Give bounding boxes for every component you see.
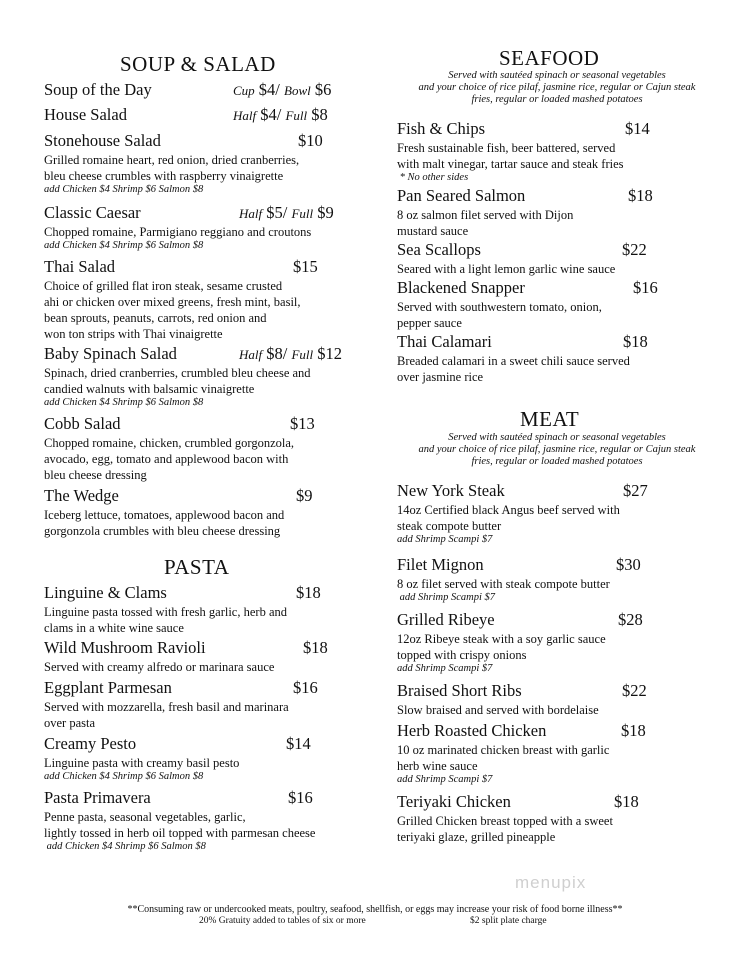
item-name: Teriyaki Chicken: [397, 792, 511, 811]
item-name: Classic Caesar: [44, 203, 141, 222]
item-description: with malt vinegar, tartar sauce and steak fries: [397, 157, 624, 171]
section-subtitle: [397, 70, 717, 106]
item-name: Eggplant Parmesan: [44, 678, 172, 697]
item-addon: add Shrimp Scampi $7: [397, 774, 493, 785]
menu-item-eggplant-parmesan: [44, 678, 344, 731]
menu-item-braised-short-ribs: [397, 681, 717, 718]
item-price: [233, 80, 331, 100]
item-addon: add Chicken $4 Shrimp $6 Salmon $8: [44, 771, 204, 782]
item-name: Herb Roasted Chicken: [397, 721, 547, 740]
menu-item-house-salad: [44, 105, 344, 125]
item-description: 8 oz salmon filet served with Dijon: [397, 208, 574, 222]
menu-item-herb-roasted-chicken: [397, 721, 717, 786]
item-description: topped with crispy onions: [397, 648, 527, 662]
item-price: $14: [625, 119, 650, 138]
item-description: mustard sauce: [397, 224, 469, 238]
footer-split-charge: $2 split plate charge: [470, 916, 547, 926]
price-size-label: Full: [291, 347, 314, 362]
menu-item-filet-mignon: [397, 555, 717, 604]
item-price: $28: [618, 610, 643, 629]
item-description: Chopped romaine, chicken, crumbled gorgonzola,: [44, 436, 295, 450]
item-price: $18: [628, 186, 653, 205]
section-title-pasta: PASTA: [164, 555, 230, 579]
item-name: Grilled Ribeye: [397, 610, 495, 629]
item-name: Wild Mushroom Ravioli: [44, 638, 206, 657]
item-description: herb wine sauce: [397, 759, 478, 773]
item-price: [239, 203, 334, 223]
item-description: 14oz Certified black Angus beef served with: [397, 503, 620, 517]
price-size-label: Bowl: [284, 83, 311, 98]
price-size-label: Full: [285, 108, 308, 123]
item-description: clams in a white wine sauce: [44, 621, 184, 635]
item-description: 12oz Ribeye steak with a soy garlic sauce: [397, 632, 606, 646]
subtitle-line: Served with sautéed spinach or seasonal vegetables: [448, 70, 666, 81]
menu-item-baby-spinach-salad: [44, 344, 354, 409]
menu-item-teriyaki-chicken: [397, 792, 717, 845]
item-name: Fish & Chips: [397, 119, 486, 138]
price-value: $12: [317, 344, 343, 363]
price-value: $6: [314, 80, 332, 99]
menu-item-cobb-salad: [44, 414, 344, 483]
menu-item-fish-chips: [397, 119, 717, 184]
subtitle-line: and your choice of rice pilaf, jasmine rice, regular or Cajun steak: [418, 82, 696, 93]
menu-item-sea-scallops: [397, 240, 717, 277]
menu-item-wild-mushroom-ravioli: [44, 638, 344, 675]
item-description: lightly tossed in herb oil topped with parmesan cheese: [44, 826, 316, 840]
section-subtitle: [397, 432, 717, 468]
item-price: $9: [296, 486, 313, 505]
item-description: gorgonzola crumbles with bleu cheese dressing: [44, 524, 281, 538]
menupix-watermark: menupix: [515, 873, 587, 892]
item-name: Cobb Salad: [44, 414, 121, 433]
item-name: Pan Seared Salmon: [397, 186, 526, 205]
item-addon: add Chicken $4 Shrimp $6 Salmon $8: [44, 841, 206, 852]
section-title-meat: MEAT: [520, 407, 580, 431]
item-description: Spinach, dried cranberries, crumbled bleu cheese and: [44, 366, 311, 380]
item-description: candied walnuts with balsamic vinaigrette: [44, 382, 255, 396]
item-description: Fresh sustainable fish, beer battered, served: [397, 141, 616, 155]
price-value: $4/: [260, 105, 282, 124]
item-name: Thai Salad: [44, 257, 116, 276]
item-description: Iceberg lettuce, tomatoes, applewood bacon and: [44, 508, 285, 522]
item-price: $18: [623, 332, 648, 351]
item-price: [239, 344, 342, 364]
item-description: Linguine pasta tossed with fresh garlic, herb and: [44, 605, 287, 619]
item-description: ahi or chicken over mixed greens, fresh mint, basil,: [44, 295, 301, 309]
item-price: $27: [623, 481, 648, 500]
item-name: Sea Scallops: [397, 240, 481, 259]
item-name: Baby Spinach Salad: [44, 344, 177, 363]
item-description: pepper sauce: [397, 316, 462, 330]
item-addon: add Chicken $4 Shrimp $6 Salmon $8: [44, 240, 204, 251]
price-size-label: Half: [239, 206, 263, 221]
item-name: Soup of the Day: [44, 80, 152, 99]
subtitle-line: fries, regular or loaded mashed potatoes: [471, 456, 643, 467]
item-name: House Salad: [44, 105, 127, 124]
item-description: Seared with a light lemon garlic wine sauce: [397, 262, 616, 276]
item-price: $10: [298, 131, 323, 150]
section-title-seafood: SEAFOOD: [499, 46, 600, 70]
item-description: over pasta: [44, 716, 96, 730]
item-name: Blackened Snapper: [397, 278, 525, 297]
item-description: 8 oz filet served with steak compote butter: [397, 577, 610, 591]
item-description: Slow braised and served with bordelaise: [397, 703, 599, 717]
item-price: $22: [622, 681, 647, 700]
menu-item-stonehouse-salad: [44, 131, 344, 196]
item-description: bean sprouts, peanuts, carrots, red onion and: [44, 311, 267, 325]
item-description: Served with mozzarella, fresh basil and marinara: [44, 700, 289, 714]
item-description: won ton strips with Thai vinaigrette: [44, 327, 223, 341]
item-description: Choice of grilled flat iron steak, sesame crusted: [44, 279, 283, 293]
item-price: $30: [616, 555, 641, 574]
item-description: Grilled romaine heart, red onion, dried cranberries,: [44, 153, 300, 167]
item-price: $16: [633, 278, 658, 297]
item-description: Served with creamy alfredo or marinara sauce: [44, 660, 275, 674]
item-price: $18: [303, 638, 328, 657]
item-description: teriyaki glaze, grilled pineapple: [397, 830, 556, 844]
item-description: bleu cheese dressing: [44, 468, 147, 482]
item-description: steak compote butter: [397, 519, 502, 533]
item-price: $18: [296, 583, 321, 602]
item-description: bleu cheese crumbles with raspberry vinaigrette: [44, 169, 284, 183]
subtitle-line: Served with sautéed spinach or seasonal vegetables: [448, 432, 666, 443]
item-name: New York Steak: [397, 481, 505, 500]
item-description: avocado, egg, tomato and applewood bacon with: [44, 452, 289, 466]
menu-item-linguine-clams: [44, 583, 344, 636]
item-price: [233, 105, 328, 125]
item-name: Creamy Pesto: [44, 734, 137, 753]
item-price: $14: [286, 734, 311, 753]
subtitle-line: fries, regular or loaded mashed potatoes: [471, 94, 643, 105]
item-description: over jasmine rice: [397, 370, 484, 384]
item-name: Pasta Primavera: [44, 788, 151, 807]
item-addon: * No other sides: [397, 172, 469, 183]
footer-notice: **Consuming raw or undercooked meats, poultry, seafood, shellfish, or eggs may increase your risk of food borne illness**: [127, 904, 623, 915]
price-value: $4/: [258, 80, 280, 99]
item-addon: add Shrimp Scampi $7: [397, 534, 493, 545]
item-description: Breaded calamari in a sweet chili sauce served: [397, 354, 630, 368]
subtitle-line: and your choice of rice pilaf, jasmine rice, regular or Cajun steak: [418, 444, 696, 455]
menu-item-classic-caesar: [44, 203, 344, 252]
item-addon: add Shrimp Scampi $7: [397, 592, 495, 603]
price-value: $8/: [266, 344, 288, 363]
item-price: $15: [293, 257, 318, 276]
item-name: Thai Calamari: [397, 332, 492, 351]
menu-item-grilled-ribeye: [397, 610, 717, 675]
menu-item-blackened-snapper: [397, 278, 717, 331]
price-value: $5/: [266, 203, 288, 222]
menu-item-thai-salad: [44, 257, 344, 342]
item-description: Penne pasta, seasonal vegetables, garlic,: [44, 810, 246, 824]
menu-item-new-york-steak: [397, 481, 717, 546]
item-addon: add Chicken $4 Shrimp $6 Salmon $8: [44, 184, 204, 195]
item-name: Filet Mignon: [397, 555, 484, 574]
price-size-label: Cup: [233, 83, 255, 98]
item-addon: add Shrimp Scampi $7: [397, 663, 493, 674]
section-title-soup-salad: SOUP & SALAD: [120, 52, 276, 76]
item-price: $22: [622, 240, 647, 259]
item-price: $13: [290, 414, 315, 433]
menu-item-the-wedge: [44, 486, 344, 539]
item-description: Grilled Chicken breast topped with a sweet: [397, 814, 613, 828]
item-description: Linguine pasta with creamy basil pesto: [44, 756, 240, 770]
price-size-label: Half: [239, 347, 263, 362]
menu-item-soup-of-the-day: [44, 80, 344, 100]
menu-item-thai-calamari: [397, 332, 717, 385]
item-price: $18: [621, 721, 646, 740]
item-name: Braised Short Ribs: [397, 681, 522, 700]
item-description: 10 oz marinated chicken breast with garlic: [397, 743, 610, 757]
item-name: The Wedge: [44, 486, 119, 505]
menu-item-creamy-pesto: [44, 734, 344, 783]
price-value: $9: [317, 203, 334, 222]
item-name: Stonehouse Salad: [44, 131, 161, 150]
item-price: $16: [288, 788, 313, 807]
footer-gratuity: 20% Gratuity added to tables of six or more: [199, 916, 366, 926]
item-name: Linguine & Clams: [44, 583, 167, 602]
menu-item-pan-seared-salmon: [397, 186, 717, 239]
price-size-label: Full: [291, 206, 314, 221]
item-description: Served with southwestern tomato, onion,: [397, 300, 602, 314]
item-price: $18: [614, 792, 639, 811]
item-addon: add Chicken $4 Shrimp $6 Salmon $8: [44, 397, 204, 408]
menu-item-pasta-primavera: [44, 788, 344, 853]
item-price: $16: [293, 678, 318, 697]
price-size-label: Half: [233, 108, 257, 123]
price-value: $8: [311, 105, 328, 124]
item-description: Chopped romaine, Parmigiano reggiano and croutons: [44, 225, 312, 239]
